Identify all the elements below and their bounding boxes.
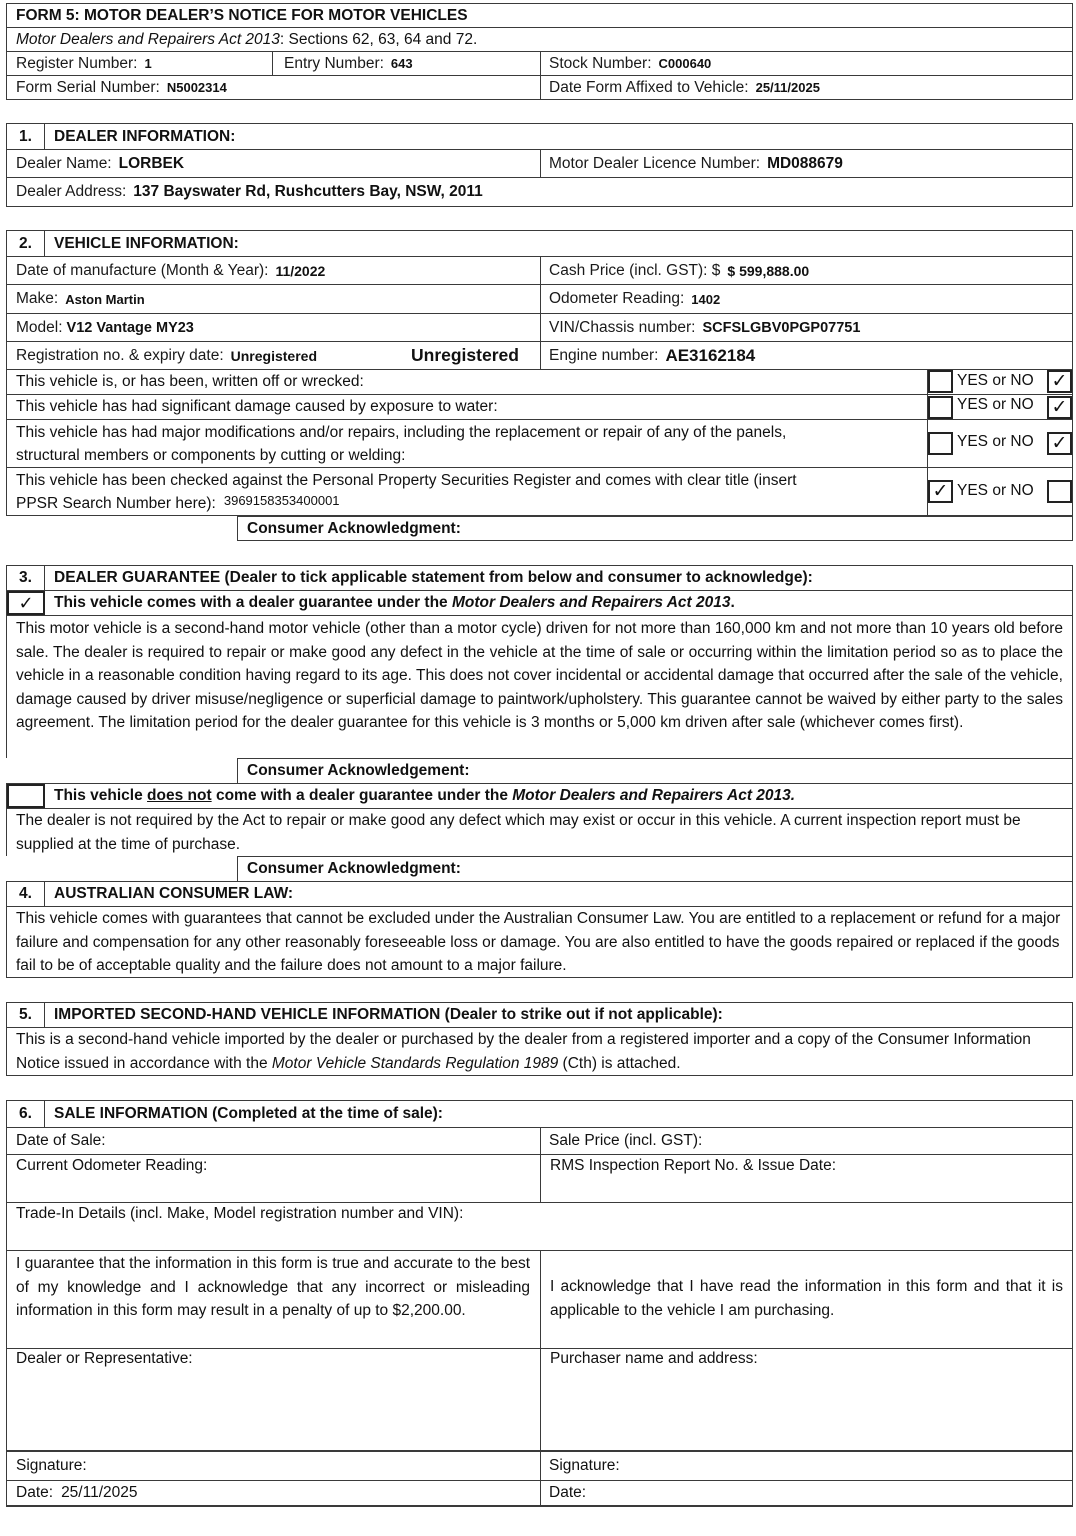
dealer-representative-field[interactable]: Dealer or Representative: (16, 1350, 193, 1367)
question-text: This vehicle is, or has been, written off or wrecked: (16, 373, 364, 390)
consumer-ack-label: Consumer Acknowledgment: (247, 860, 461, 877)
odometer-field[interactable]: Odometer Reading: 1402 (549, 290, 721, 307)
registration-row (6, 341, 1073, 369)
section-4-header (6, 881, 1073, 906)
question-major-modifications (6, 419, 1073, 467)
acl-body (6, 906, 1073, 978)
dealer-licence-field[interactable]: Motor Dealer Licence Number: MD088679 (549, 154, 843, 172)
dealer-address-field[interactable]: Dealer Address: 137 Bayswater Rd, Rushcutters Bay, NSW, 2011 (16, 183, 483, 200)
purchaser-name-address-field[interactable]: Purchaser name and address: (550, 1350, 758, 1367)
cash-price-field[interactable]: Cash Price (incl. GST): $ $ 599,888.00 (549, 261, 810, 279)
section-heading: SALE INFORMATION (Completed at the time of sale): (54, 1105, 443, 1122)
no-checkbox[interactable] (1047, 480, 1072, 503)
model-field[interactable]: Model: V12 Vantage MY23 (16, 318, 194, 336)
no-checkbox[interactable]: ✓ (1047, 370, 1072, 393)
imported-body-text: This is a second-hand vehicle imported by the dealer or purchased by the dealer from a registered importer and a copy of the Consumer Information Notice issued in accordance with the Motor Vehicle Standards Regulation 1989 (Cth) is attached. (16, 1031, 1031, 1072)
yes-or-no-label: YES or NO (957, 396, 1034, 413)
registration-field[interactable]: Registration no. & expiry date: Unregistered (16, 346, 317, 364)
guarantee-body (6, 615, 1073, 758)
yes-checkbox[interactable] (928, 396, 953, 419)
section-heading: DEALER INFORMATION: (54, 127, 236, 145)
odometer-value: 1402 (691, 291, 721, 307)
section-number: 6. (7, 1101, 45, 1127)
dealer-date-value: 25/11/2025 (61, 1484, 138, 1501)
yes-or-no-label: YES or NO (957, 372, 1034, 389)
odometer-rms-row (6, 1154, 1073, 1202)
date-of-sale-field[interactable]: Date of Sale: (16, 1132, 106, 1149)
dealer-signature-field[interactable]: Signature: (16, 1457, 87, 1474)
stock-number-value: C000640 (658, 56, 712, 71)
consumer-acknowledgment-field[interactable] (237, 516, 1073, 541)
section-heading: DEALER GUARANTEE (Dealer to tick applicable statement from below and consumer to acknowledge): (54, 569, 813, 586)
question-text: This vehicle has had significant damage caused by exposure to water: (16, 398, 498, 415)
purchaser-date-field[interactable]: Date: (549, 1484, 587, 1501)
stock-number-field[interactable]: Stock Number: C000640 (549, 54, 712, 72)
section-number: 5. (7, 1003, 45, 1027)
make-row (6, 284, 1073, 313)
no-guarantee-body (6, 808, 1073, 856)
registration-value: Unregistered (230, 347, 317, 364)
manufacture-date-field[interactable]: Date of manufacture (Month & Year): 11/2022 (16, 261, 326, 279)
dealer-declaration-text: I guarantee that the information in this form is true and accurate to the best of my knowledge and I acknowledge that any incorrect or misleading information in this form may result in a penalty of up to $2,200.00. (16, 1255, 530, 1319)
yes-or-no-label: YES or NO (957, 482, 1034, 499)
question-text-line2: PPSR Search Number here): (16, 495, 216, 512)
yes-checkbox[interactable] (928, 370, 953, 393)
guarantee-no-checkbox[interactable] (7, 784, 45, 808)
sale-price-field[interactable]: Sale Price (incl. GST): (549, 1132, 703, 1149)
imported-body (6, 1027, 1073, 1076)
rms-inspection-field[interactable]: RMS Inspection Report No. & Issue Date: (550, 1157, 837, 1174)
question-text-line1: This vehicle has had major modifications and/or repairs, including the replacement or repair of any of the panels, (16, 424, 787, 441)
question-ppsr (6, 467, 1073, 516)
purchaser-signature-field[interactable]: Signature: (549, 1457, 620, 1474)
question-text-line1: This vehicle has been checked against the Personal Property Securities Register and comes with clear title (insert (16, 472, 797, 489)
section-3-header (6, 565, 1073, 590)
section-heading: VEHICLE INFORMATION: (54, 234, 239, 252)
dealer-name-value: LORBEK (118, 154, 185, 172)
section-6-header (6, 1100, 1073, 1127)
no-checkbox[interactable]: ✓ (1047, 432, 1072, 455)
model-value: V12 Vantage MY23 (66, 319, 194, 336)
register-number-value: 1 (144, 56, 152, 71)
trade-in-details-field[interactable]: Trade-In Details (incl. Make, Model registration number and VIN): (16, 1205, 464, 1222)
form-serial-value: N5002314 (166, 80, 227, 95)
consumer-ack-label: Consumer Acknowledgement: (247, 762, 470, 779)
section-2-header (6, 230, 1073, 256)
no-guarantee-body-text: The dealer is not required by the Act to repair or make good any defect which may exist or occur in this vehicle. A current inspection report must be supplied at the time of purchase. (16, 812, 1021, 853)
form-title-row (6, 3, 1073, 27)
purchaser-declaration-text: I acknowledge that I have read the information in this form and that it is applicable to the vehicle I am purchasing. (550, 1278, 1063, 1319)
entry-number-value: 643 (390, 56, 413, 71)
question-water-damage (6, 394, 1073, 419)
sale-date-row (6, 1127, 1073, 1154)
manufacture-row (6, 256, 1073, 284)
register-number-field[interactable]: Register Number: 1 (16, 54, 152, 72)
yes-checkbox[interactable] (928, 432, 953, 455)
section-number: 1. (7, 124, 45, 149)
engine-number-value: AE3162184 (665, 345, 756, 365)
acl-body-text: This vehicle comes with guarantees that cannot be excluded under the Australian Consumer Law. You are entitled to a replacement or refund for a major failure and compensation for any other reasonably foreseeable loss or damage. You are also entitled to have the goods repaired or replaced if the goods fail to be of acceptable quality and the failure does not amount to a major failure. (16, 910, 1061, 974)
section-number: 2. (7, 231, 45, 256)
consumer-acknowledgment-field[interactable] (237, 856, 1073, 881)
guarantee-body-text: This motor vehicle is a second-hand motor vehicle (other than a motor cycle) driven for not more than 160,000 km and not more than 10 years old before sale. The dealer is required to repair or make good any defect in the vehicle at the time of sale or occurring within the limitation period so as to place the vehicle in a reasonable condition having regard to its age. This does not cover incidental or accidental damage that occurred after the sale of the vehicle, damage caused by driver misuse/negligence or superficial damage to paintwork/upholstery. This guarantee cannot be waived by either party to the sales agreement. The limitation period for the dealer guarantee for this vehicle is 3 months or 5,000 km driven after sale (whichever comes first). (16, 620, 1063, 731)
dealer-address-value: 137 Bayswater Rd, Rushcutters Bay, NSW, 2011 (133, 183, 483, 200)
make-field[interactable]: Make: Aston Martin (16, 290, 145, 307)
dealer-address-row (6, 177, 1073, 207)
form-serial-field[interactable]: Form Serial Number: N5002314 (16, 78, 227, 96)
yes-or-no-label: YES or NO (957, 433, 1034, 450)
ppsr-number-value[interactable]: 3969158353400001 (223, 493, 340, 508)
section-1-header (6, 123, 1073, 149)
manufacture-date-value: 11/2022 (275, 262, 326, 279)
guarantee-option-no: This vehicle does not come with a dealer guarantee under the Motor Dealers and Repairers Act 2013. (6, 783, 1073, 808)
date-affixed-value: 25/11/2025 (755, 80, 820, 95)
question-written-off (6, 369, 1073, 394)
dealer-name-row (6, 149, 1073, 177)
act-row (6, 27, 1073, 51)
dealer-name-field[interactable]: Dealer Name: LORBEK (16, 154, 185, 172)
model-row (6, 313, 1073, 341)
engine-number-field[interactable]: Engine number: AE3162184 (549, 345, 756, 365)
no-checkbox[interactable]: ✓ (1047, 396, 1072, 419)
section-number: 3. (7, 566, 45, 590)
guarantee-yes-checkbox[interactable]: ✓ (7, 591, 45, 615)
dealer-licence-value: MD088679 (767, 154, 843, 172)
form-title: FORM 5: MOTOR DEALER’S NOTICE FOR MOTOR VEHICLES (16, 6, 468, 24)
section-heading: AUSTRALIAN CONSUMER LAW: (54, 885, 294, 902)
cash-price-value: $ 599,888.00 (727, 262, 810, 279)
act-name: Motor Dealers and Repairers Act 2013 (16, 30, 280, 48)
make-value: Aston Martin (65, 291, 145, 307)
guarantee-option-yes: ✓ This vehicle comes with a dealer guarantee under the Motor Dealers and Repairers Act 2013 . (6, 590, 1073, 615)
registration-expiry-field[interactable] (411, 342, 519, 369)
section-heading: IMPORTED SECOND-HAND VEHICLE INFORMATION (Dealer to strike out if not applicable): (54, 1006, 723, 1023)
entry-number-field[interactable]: Entry Number: 643 (284, 54, 413, 72)
dealer-date-field[interactable]: Date: 25/11/2025 (16, 1484, 138, 1501)
vin-value: SCFSLGBV0PGP07751 (702, 319, 861, 336)
vin-field[interactable]: VIN/Chassis number: SCFSLGBV0PGP07751 (549, 318, 861, 336)
consumer-ack-label: Consumer Acknowledgment: (247, 519, 461, 537)
question-text-line2: structural members or components by cutting or welding: (16, 447, 406, 464)
serial-row (6, 75, 1073, 100)
trade-in-row (6, 1202, 1073, 1250)
current-odometer-field[interactable]: Current Odometer Reading: (16, 1157, 208, 1174)
date-affixed-field[interactable]: Date Form Affixed to Vehicle: 25/11/2025 (549, 78, 820, 96)
date-row (6, 1480, 1073, 1507)
consumer-acknowledgement-field[interactable] (237, 758, 1073, 783)
section-5-header (6, 1002, 1073, 1027)
registration-expiry-value: Unregistered (411, 345, 519, 365)
declarations-row (6, 1250, 1073, 1348)
section-number: 4. (7, 882, 45, 906)
act-sections: : Sections 62, 63, 64 and 72. (279, 30, 478, 48)
representative-row (6, 1348, 1073, 1450)
signature-row (6, 1450, 1073, 1480)
yes-checkbox[interactable]: ✓ (928, 480, 953, 503)
numbers-row (6, 51, 1073, 75)
